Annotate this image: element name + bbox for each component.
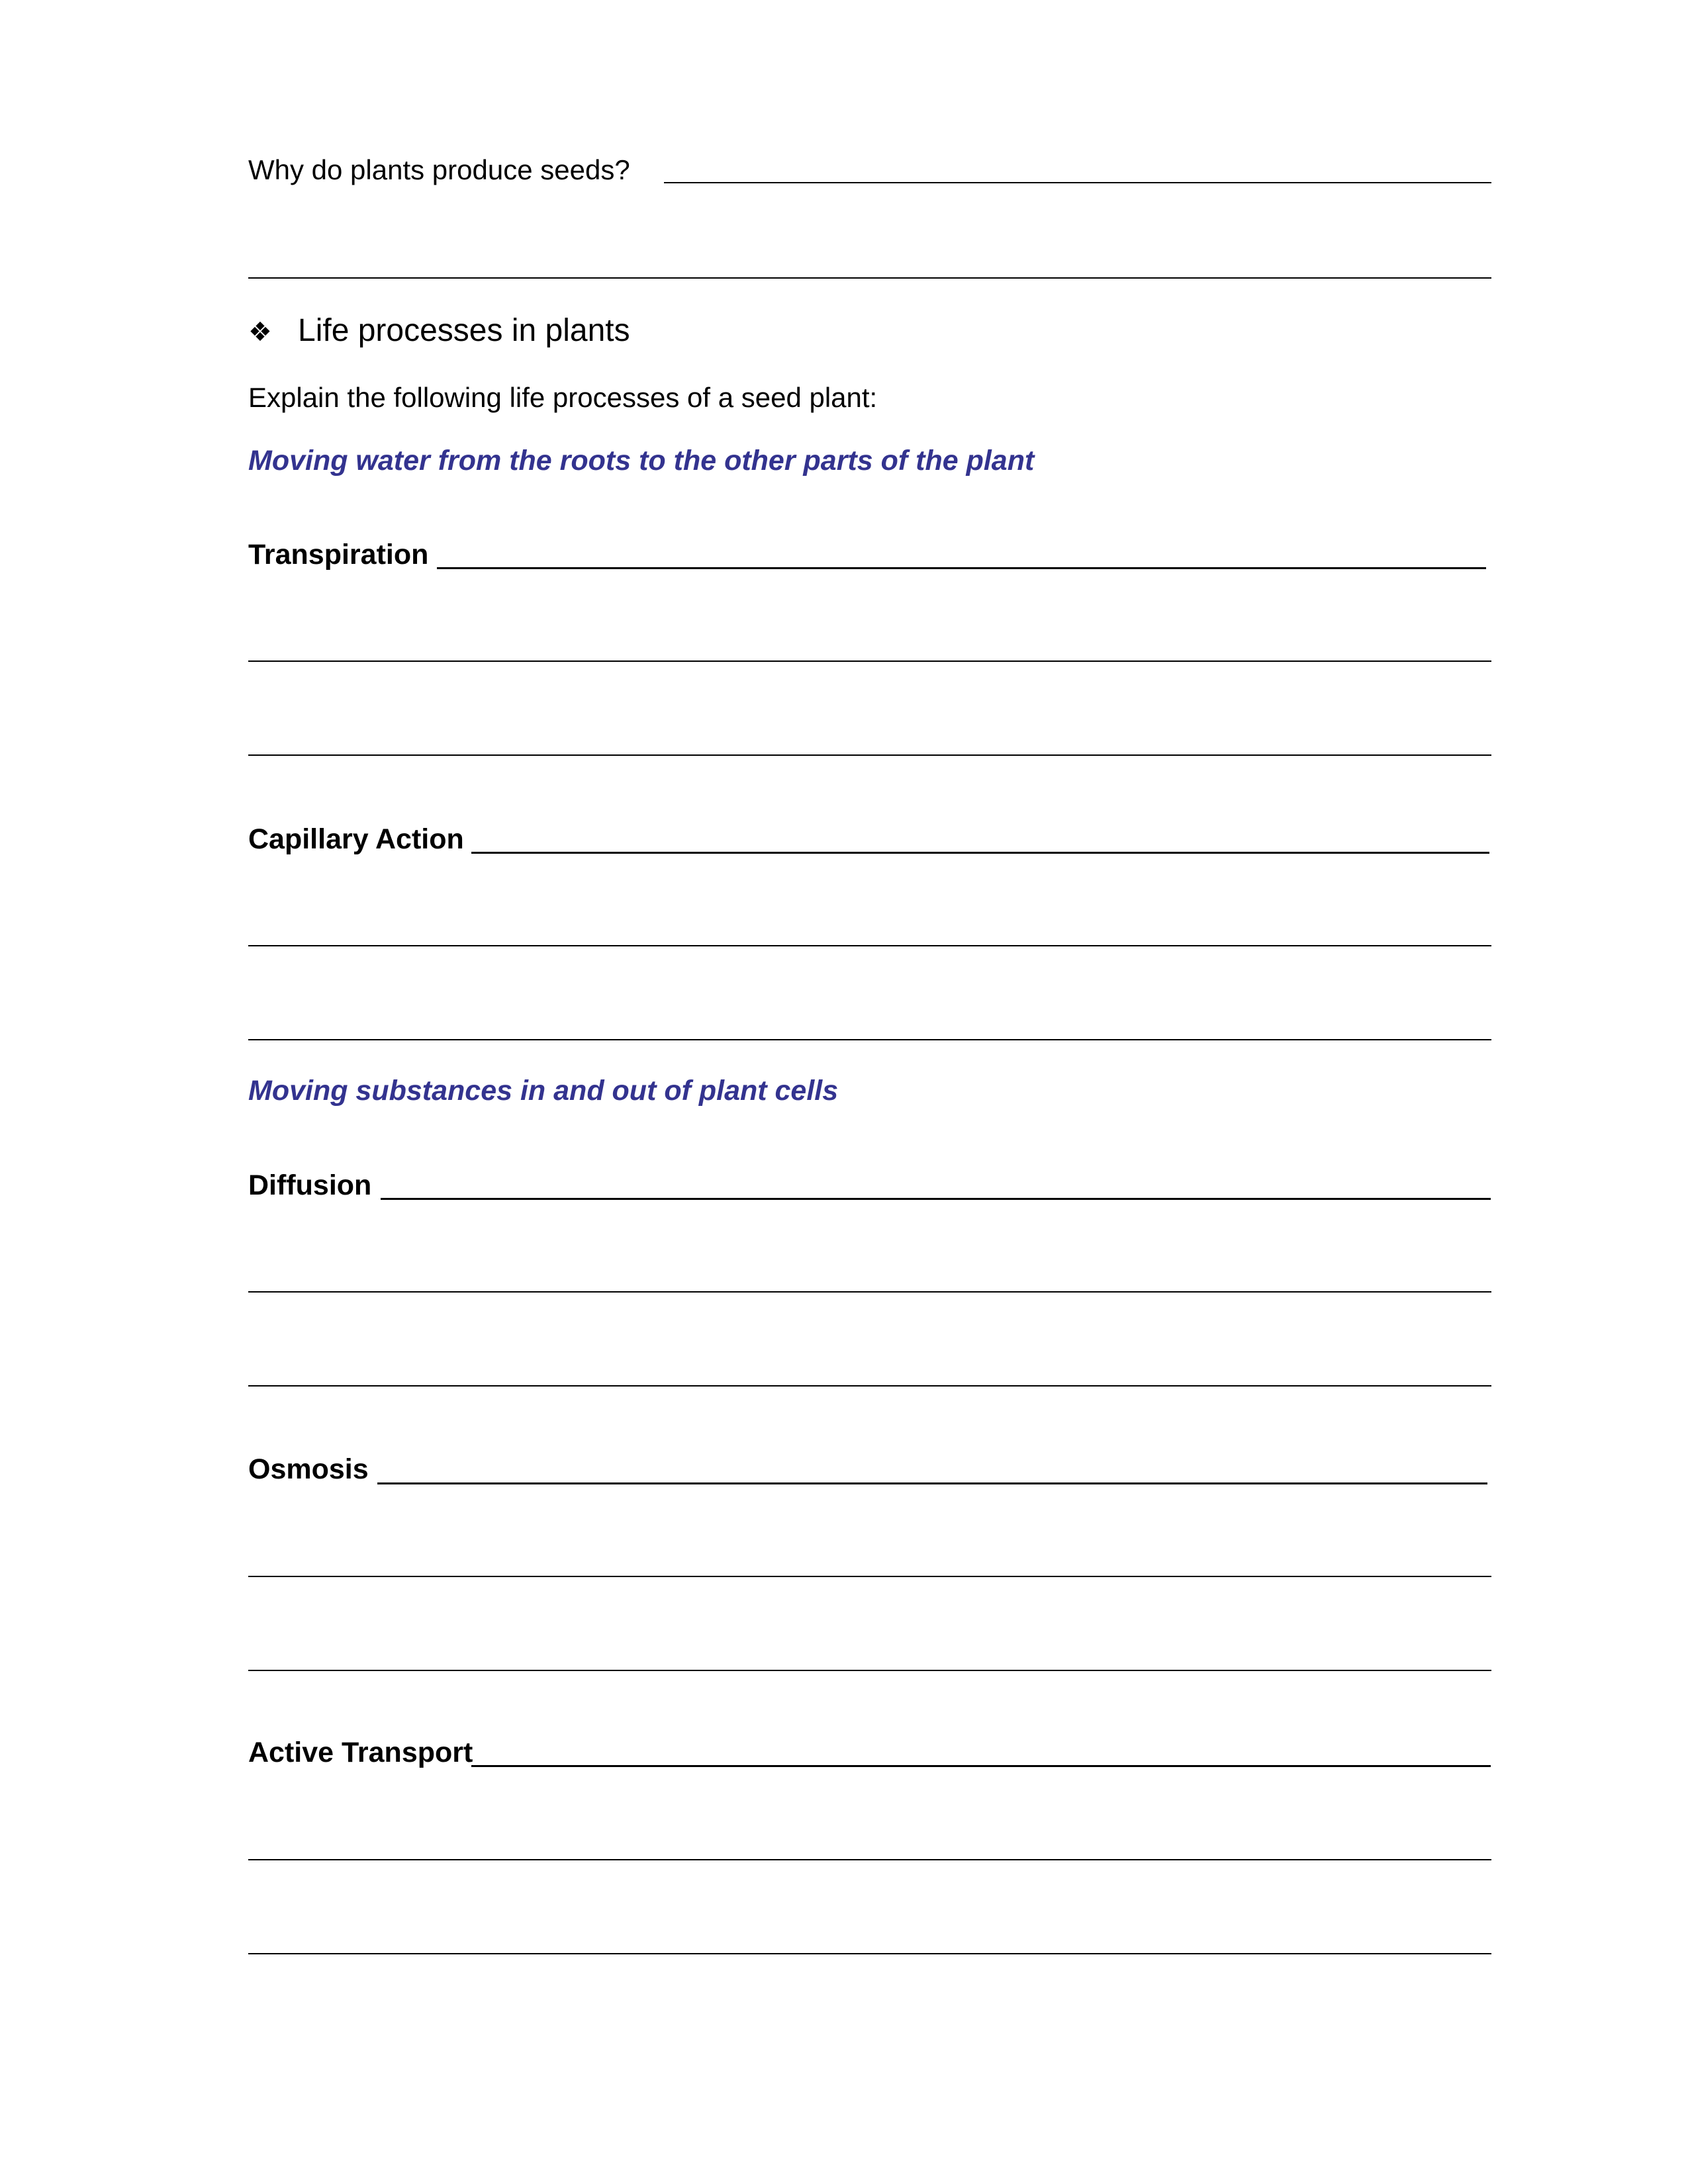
answer-line[interactable] (248, 277, 1491, 279)
section-heading: Life processes in plants (298, 313, 630, 348)
instruction-text: Explain the following life processes of a seed plant: (248, 382, 878, 413)
term-capillary-action: Capillary Action (248, 823, 464, 855)
answer-line[interactable] (377, 1482, 1487, 1484)
subheading-cell-transport: Moving substances in and out of plant cells (248, 1075, 839, 1107)
answer-line[interactable] (248, 1576, 1491, 1577)
answer-line[interactable] (248, 754, 1491, 756)
answer-line[interactable] (664, 182, 1491, 183)
answer-line[interactable] (471, 1765, 1491, 1767)
answer-line[interactable] (248, 1385, 1491, 1387)
answer-line[interactable] (381, 1198, 1491, 1200)
answer-line[interactable] (248, 1859, 1491, 1860)
subheading-water-movement: Moving water from the roots to the other parts of the plant (248, 445, 1035, 477)
answer-line[interactable] (248, 945, 1491, 946)
answer-line[interactable] (437, 567, 1486, 569)
answer-line[interactable] (248, 1291, 1491, 1293)
answer-line[interactable] (248, 1039, 1491, 1040)
answer-line[interactable] (248, 1953, 1491, 1954)
answer-line[interactable] (471, 852, 1489, 854)
diamond-bullet-icon: ❖ (248, 317, 272, 347)
answer-line[interactable] (248, 1670, 1491, 1671)
term-osmosis: Osmosis (248, 1453, 369, 1485)
term-transpiration: Transpiration (248, 539, 429, 570)
seed-question: Why do plants produce seeds? (248, 154, 630, 185)
term-active-transport: Active Transport (248, 1737, 473, 1768)
answer-line[interactable] (248, 660, 1491, 662)
term-diffusion: Diffusion (248, 1169, 372, 1201)
